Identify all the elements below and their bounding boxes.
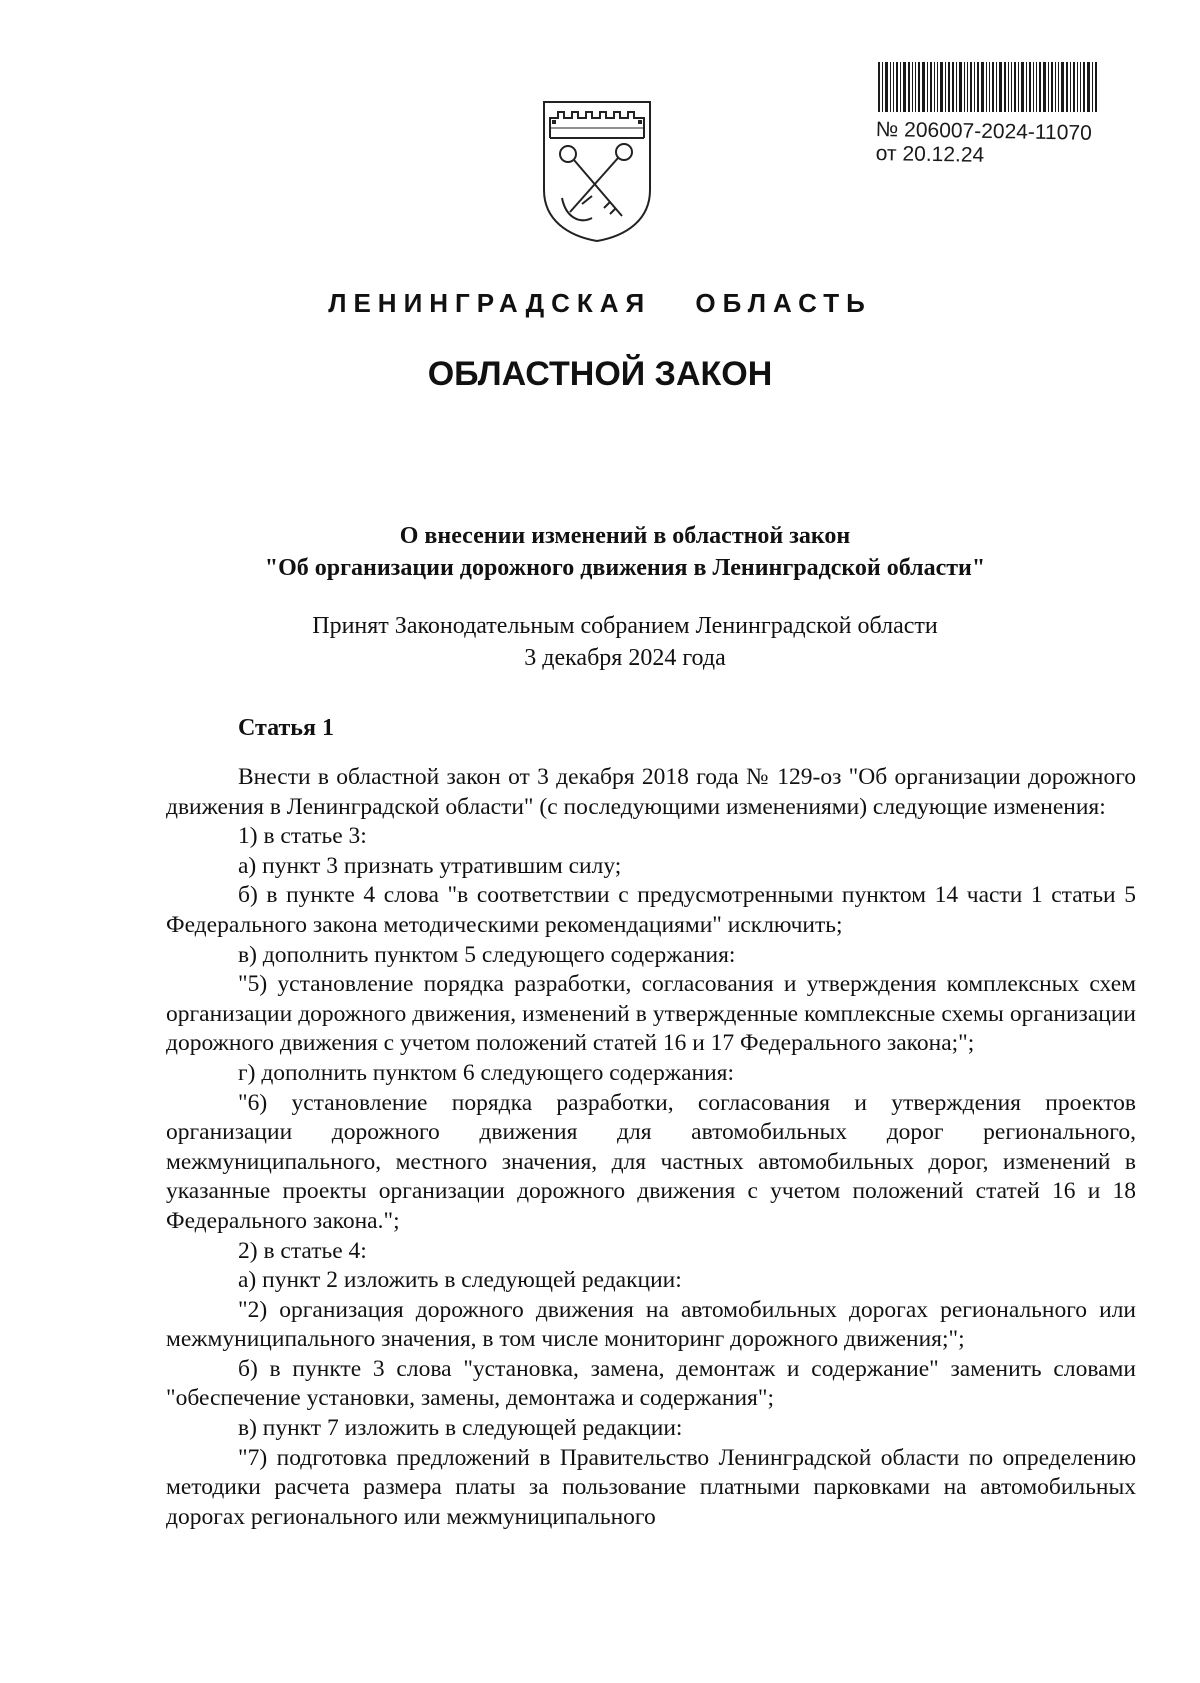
barcode-icon bbox=[878, 62, 1106, 112]
barcode-bar bbox=[989, 62, 990, 112]
barcode-bar bbox=[956, 62, 957, 112]
barcode-bar bbox=[900, 62, 901, 112]
barcode-bar bbox=[1058, 62, 1059, 112]
barcode-bar bbox=[1055, 62, 1056, 112]
adoption-note-line-2: 3 декабря 2024 года bbox=[524, 645, 726, 671]
adoption-note-line-1: Принят Законодательным собранием Ленинградской области bbox=[312, 613, 938, 639]
barcode-bar bbox=[922, 62, 925, 112]
barcode-bar bbox=[930, 62, 932, 112]
barcode-bar bbox=[1083, 62, 1085, 112]
coat-of-arms-icon bbox=[540, 98, 654, 244]
body-paragraph: Внести в областной закон от 3 декабря 2018 года № 129-оз "Об организации дорожного движения в Ленинградской области" (с последующими изменениями) следующие изменения: bbox=[166, 764, 1136, 820]
barcode-bar bbox=[882, 62, 883, 112]
body-paragraph: в) дополнить пунктом 5 следующего содержания: bbox=[238, 941, 736, 968]
registration-number: № 206007-2024-11070 bbox=[875, 118, 1092, 145]
barcode-bar bbox=[1080, 62, 1081, 112]
barcode-bar bbox=[959, 62, 962, 112]
barcode-bar bbox=[970, 62, 972, 112]
barcode-bar bbox=[1029, 62, 1031, 112]
barcode-bar bbox=[915, 62, 916, 112]
barcode-bar bbox=[1026, 62, 1027, 112]
barcode-bar bbox=[878, 62, 880, 112]
article-body bbox=[166, 763, 1136, 1532]
barcode-bar bbox=[1061, 62, 1064, 112]
barcode-bar bbox=[896, 62, 898, 112]
barcode-bar bbox=[1043, 62, 1046, 112]
barcode-bar bbox=[1014, 62, 1016, 112]
barcode-bar bbox=[937, 62, 938, 112]
barcode-bar bbox=[912, 62, 913, 112]
barcode-bar bbox=[1021, 62, 1024, 112]
body-paragraph: "5) установление порядка разработки, согласования и утверждения комплексных схем организации дорожного движения, изменений в утвержденные комплексные схемы организации дорожного движения с учетом положений статей 16 и 17 Федерального закона;"; bbox=[166, 971, 1136, 1057]
barcode-bar bbox=[934, 62, 935, 112]
barcode-bar bbox=[974, 62, 975, 112]
barcode-bar bbox=[948, 62, 950, 112]
barcode-bar bbox=[1033, 62, 1034, 112]
barcode-bar bbox=[1036, 62, 1037, 112]
barcode-bar bbox=[890, 62, 891, 112]
law-title bbox=[0, 520, 1200, 584]
barcode-bar bbox=[903, 62, 906, 112]
region-heading: ЛЕНИНГРАДСКАЯ ОБЛАСТЬ bbox=[328, 288, 872, 318]
barcode-bar bbox=[1092, 62, 1093, 112]
body-paragraph: б) в пункте 3 слова "установка, замена, демонтаж и содержание" заменить словами "обеспечение установки, замены, демонтажа и содержания"; bbox=[166, 1355, 1136, 1412]
barcode-bar bbox=[918, 62, 920, 112]
body-paragraph: 1) в статье 3: bbox=[238, 823, 367, 850]
law-title-line-2: "Об организации дорожного движения в Ленинградской области" bbox=[264, 555, 986, 581]
barcode-bar bbox=[999, 62, 1002, 112]
body-paragraph: "6) установление порядка разработки, согласования и утверждения проектов организации дорожного движения для автомобильных дорог регионального, межмуниципального, местного значения, для частных автомобильных дорог, изменений в указанные проекты организации дорожного движения с учетом положений статей 16 и 18 Федерального закона."; bbox=[166, 1089, 1136, 1234]
barcode-bar bbox=[893, 62, 894, 112]
registration-date: от 20.12.24 bbox=[875, 142, 985, 167]
barcode-bar bbox=[1008, 62, 1009, 112]
body-paragraph: а) пункт 2 изложить в следующей редакции: bbox=[238, 1267, 682, 1294]
barcode-bar bbox=[977, 62, 979, 112]
body-paragraph: в) пункт 7 изложить в следующей редакции: bbox=[238, 1415, 683, 1442]
law-title-line-1: О внесении изменений в областной закон bbox=[399, 523, 851, 549]
barcode-bar bbox=[1011, 62, 1012, 112]
document-type-heading: ОБЛАСТНОЙ ЗАКОН bbox=[427, 355, 773, 393]
barcode-bar bbox=[1087, 62, 1090, 112]
barcode-bar bbox=[1095, 62, 1097, 112]
barcode-bar bbox=[908, 62, 910, 112]
barcode-bar bbox=[992, 62, 994, 112]
barcode-bar bbox=[1018, 62, 1019, 112]
barcode-bar bbox=[1077, 62, 1078, 112]
barcode-bar bbox=[986, 62, 987, 112]
body-paragraph: "7) подготовка предложений в Правительство Ленинградской области по определению методики расчета размера платы за пользование платными парковками на автомобильных дорогах регионального или межмуниципального bbox=[166, 1444, 1136, 1530]
barcode-bar bbox=[1048, 62, 1049, 112]
barcode-bar bbox=[1070, 62, 1071, 112]
adoption-note bbox=[0, 610, 1200, 674]
barcode-bar bbox=[1039, 62, 1041, 112]
body-paragraph: "2) организация дорожного движения на автомобильных дорогах регионального или межмуниципального значения, в том числе мониторинг дорожного движения;"; bbox=[166, 1296, 1136, 1353]
barcode-bar bbox=[996, 62, 997, 112]
barcode-bar bbox=[964, 62, 965, 112]
barcode-bar bbox=[945, 62, 946, 112]
barcode-bar bbox=[967, 62, 968, 112]
barcode-bar bbox=[981, 62, 984, 112]
barcode-bar bbox=[1073, 62, 1075, 112]
barcode-bar bbox=[927, 62, 928, 112]
barcode-bar bbox=[1051, 62, 1053, 112]
barcode-bar bbox=[885, 62, 888, 112]
barcode-bar bbox=[1066, 62, 1068, 112]
body-paragraph: г) дополнить пунктом 6 следующего содержания: bbox=[238, 1059, 734, 1086]
barcode-bar bbox=[940, 62, 943, 112]
barcode-bar bbox=[1004, 62, 1006, 112]
article-heading: Статья 1 bbox=[238, 715, 334, 741]
body-paragraph: 2) в статье 4: bbox=[238, 1237, 367, 1264]
body-paragraph: а) пункт 3 признать утратившим силу; bbox=[238, 852, 622, 879]
barcode-bar bbox=[952, 62, 954, 112]
body-paragraph: б) в пункте 4 слова "в соответствии с предусмотренными пунктом 14 части 1 статьи 5 Федерального закона методическими рекомендациями" исключить; bbox=[166, 882, 1136, 938]
